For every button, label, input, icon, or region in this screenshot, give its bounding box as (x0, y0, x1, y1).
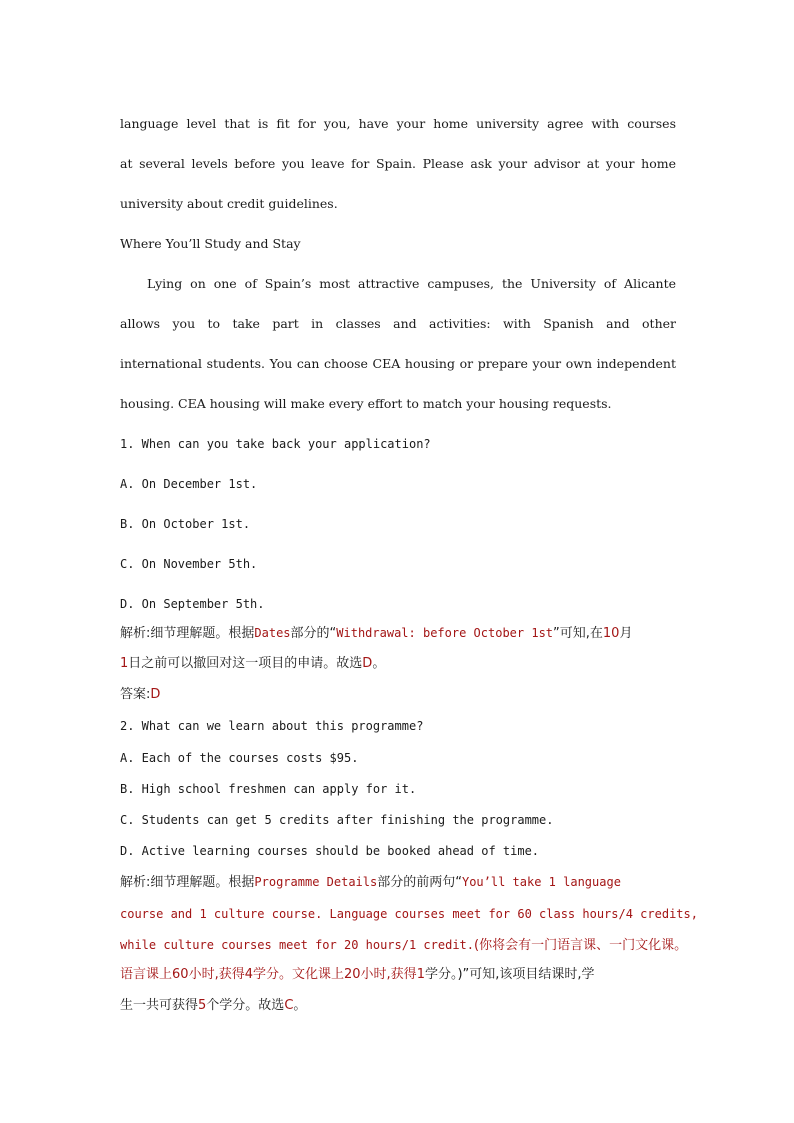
passage-line: language level that is fit for you, have your home university agree with courses (120, 116, 676, 131)
analysis-text: 月 (619, 626, 633, 641)
analysis-text: 学分。)”可知,该项目结课时,学 (424, 967, 595, 982)
q2-analysis-line (120, 936, 688, 955)
analysis-highlight: 10 (602, 626, 620, 641)
analysis-highlight: 4 (244, 967, 253, 982)
analysis-highlight: 20 (344, 967, 361, 982)
q1-analysis-line (120, 655, 680, 673)
passage-line: at several levels before you leave for Spain. Please ask your advisor at your home (120, 156, 676, 171)
q2-analysis-line (120, 905, 698, 924)
q1-answer (120, 686, 680, 704)
analysis-highlight: You’ll take 1 language (461, 875, 621, 889)
analysis-highlight: 5 (198, 998, 207, 1013)
analysis-highlight: 1 (416, 967, 425, 982)
q1-option-b: B. On October 1st. (120, 517, 251, 531)
analysis-text: 生一共可获得 (120, 998, 199, 1013)
q2-option-a: A. Each of the courses costs $95. (120, 751, 359, 765)
analysis-label: 解析: (120, 875, 151, 890)
analysis-highlight: D (362, 656, 373, 671)
analysis-highlight: Programme Details (254, 875, 378, 889)
passage-line: university about credit guidelines. (120, 196, 338, 211)
analysis-highlight: 小时,获得 (360, 967, 417, 982)
analysis-highlight: 语言课上 (120, 967, 173, 982)
q2-analysis-line (120, 997, 680, 1015)
analysis-text: 部分的前两句“ (377, 875, 462, 890)
analysis-highlight: 60 (172, 967, 189, 982)
analysis-highlight: C (284, 998, 294, 1013)
analysis-highlight: 1 (120, 656, 129, 671)
passage-line: housing. CEA housing will make every effort to match your housing requests. (120, 396, 612, 411)
q1-option-a: A. On December 1st. (120, 477, 258, 491)
answer-label: 答案: (120, 687, 151, 702)
analysis-highlight: while culture courses meet for 20 hours/1 credit. (120, 938, 475, 952)
analysis-highlight: 小时,获得 (188, 967, 245, 982)
analysis-text: 细节理解题。根据 (150, 626, 255, 641)
q2-analysis-line (120, 966, 680, 984)
analysis-highlight: (你将会有一门语言课、一门文化课。 (474, 938, 688, 953)
analysis-highlight: course and 1 culture course. Language courses meet for 60 class hours/4 credits, (120, 907, 698, 921)
passage-line: international students. You can choose CEA housing or prepare your own independent (120, 356, 676, 371)
q1-option-c: C. On November 5th. (120, 557, 258, 571)
passage-line: allows you to take part in classes and activities: with Spanish and other (120, 316, 676, 331)
analysis-label: 解析: (120, 626, 151, 641)
analysis-text: 细节理解题。根据 (150, 875, 255, 890)
analysis-text: ”可知,在 (553, 626, 603, 641)
analysis-highlight: Dates (254, 626, 291, 640)
analysis-text: 。 (293, 998, 307, 1013)
q2-option-c: C. Students can get 5 credits after finishing the programme. (120, 813, 554, 827)
q1-option-d: D. On September 5th. (120, 597, 265, 611)
question-1-text: 1. When can you take back your application? (120, 437, 431, 451)
section-heading: Where You’ll Study and Stay (120, 236, 301, 251)
passage-line: Lying on one of Spain’s most attractive campuses, the University of Alicante (147, 276, 676, 291)
analysis-text: 部分的“ (290, 626, 337, 641)
analysis-text: 。 (372, 656, 386, 671)
analysis-highlight: 学分。文化课上 (252, 967, 344, 982)
q2-option-d: D. Active learning courses should be booked ahead of time. (120, 844, 540, 858)
answer-value: D (150, 687, 161, 702)
q2-analysis-line (120, 873, 680, 892)
analysis-highlight: Withdrawal: before October 1st (336, 626, 554, 640)
q2-option-b: B. High school freshmen can apply for it. (120, 782, 417, 796)
analysis-text: 日之前可以撤回对这一项目的申请。故选 (128, 656, 363, 671)
analysis-text: 个学分。故选 (206, 998, 285, 1013)
question-2-text: 2. What can we learn about this programme? (120, 719, 424, 733)
q1-analysis-line (120, 624, 680, 643)
